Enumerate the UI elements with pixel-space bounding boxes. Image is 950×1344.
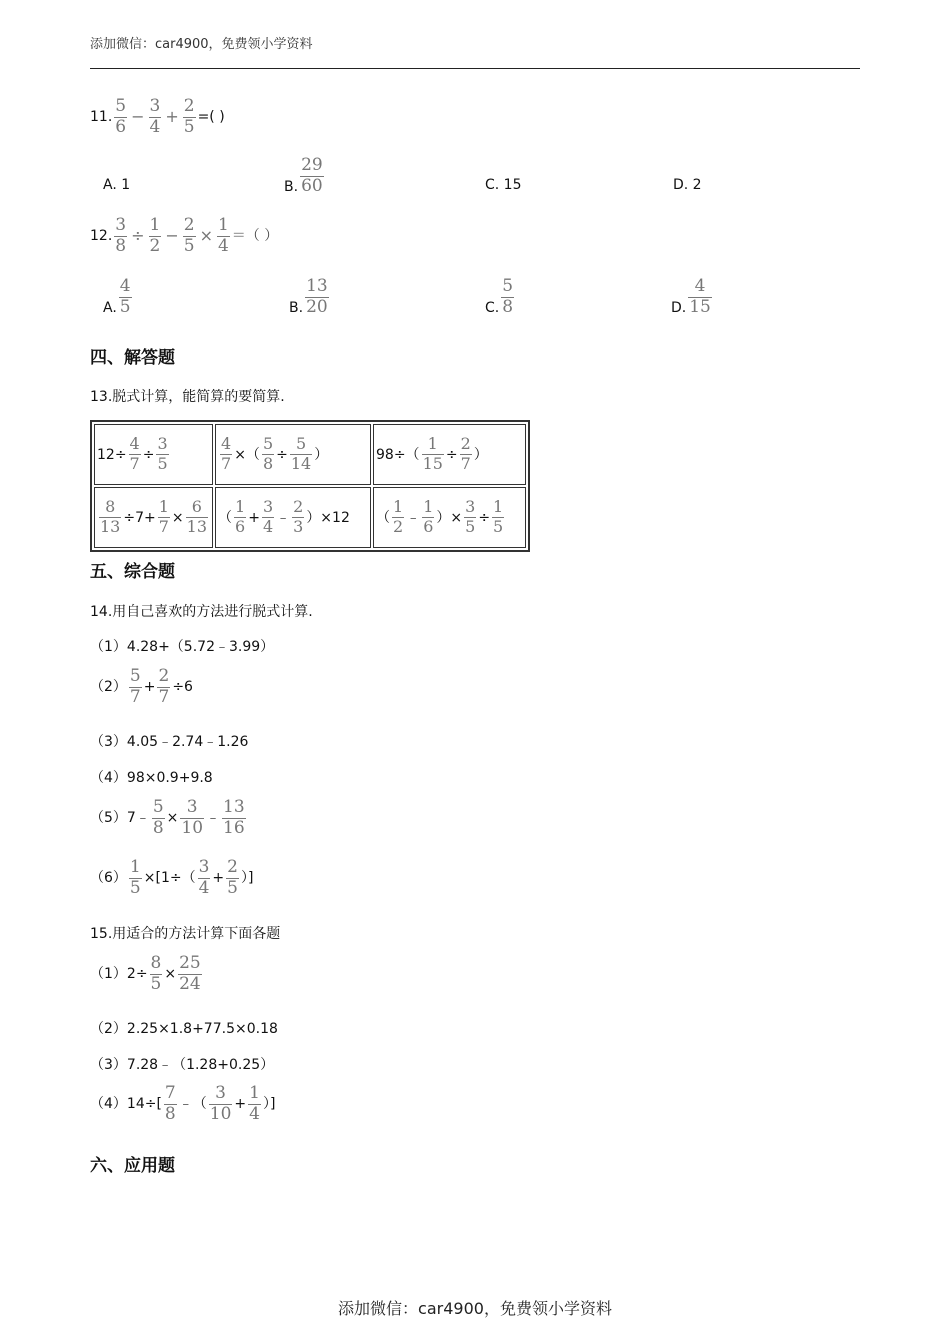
header-rule [90, 68, 860, 69]
question-15-item-4: （4）14÷[ 7 8 ﹣（ 3 10 + 1 4 ）] [90, 1083, 276, 1124]
fraction: 2 5 [183, 215, 195, 256]
answer-blank: ＝（ ） [231, 228, 279, 245]
fraction: 5 6 [115, 96, 127, 137]
calc-cell: 8 13 ÷7+ 1 7 × 6 13 [94, 487, 213, 548]
question-14-item-1: （1）4.28+（5.72﹣3.99） [90, 639, 275, 655]
option-d[interactable]: D. 4 15 [671, 276, 711, 317]
option-a[interactable]: A. 1 [103, 177, 131, 193]
question-15-item-3: （3）7.28﹣（1.28+0.25） [90, 1057, 275, 1073]
question-14-text: 14.用自己喜欢的方法进行脱式计算. [90, 604, 313, 620]
fraction: 29 60 [301, 155, 323, 196]
question-14-item-2: （2） 5 7 + 2 7 ÷6 [90, 666, 193, 707]
question-14-item-6: （6） 1 5 ×[1÷（ 3 4 + 2 5 ）] [90, 857, 254, 898]
option-a[interactable]: A. 4 5 [103, 276, 131, 317]
question-14-item-5: （5）7﹣ 5 8 × 3 10 ﹣ 13 16 [90, 797, 245, 838]
question-12 [90, 217, 278, 256]
page-header: 添加微信：car4900，免费领小学资料 [90, 37, 313, 52]
operator: ÷ [131, 226, 145, 246]
question-15-item-2: （2）2.25×1.8+77.5×0.18 [90, 1021, 278, 1037]
fraction: 4 15 [689, 276, 711, 317]
fraction: 2 5 [183, 96, 195, 137]
question-number: 11. [90, 109, 113, 126]
fraction: 13 20 [306, 276, 328, 317]
question-13-text: 13.脱式计算，能简算的要简算. [90, 389, 285, 405]
calc-cell: 98÷（ 1 15 ÷ 2 7 ） [373, 424, 526, 485]
option-c[interactable]: C. 5 8 [485, 276, 514, 317]
section-heading: 四、解答题 [90, 348, 175, 368]
operator: + [165, 107, 179, 127]
calc-cell: 12÷ 4 7 ÷ 3 5 [94, 424, 213, 485]
fraction: 1 4 [217, 215, 229, 256]
fraction: 5 8 [502, 276, 514, 317]
operator: − [165, 226, 179, 246]
question-15-item-1: （1）2÷ 8 5 × 25 24 [90, 953, 201, 994]
section-heading: 六、应用题 [90, 1156, 175, 1176]
question-14-item-3: （3）4.05﹣2.74﹣1.26 [90, 734, 249, 750]
fraction: 3 8 [115, 215, 127, 256]
question-15-text: 15.用适合的方法计算下面各题 [90, 926, 281, 942]
fraction: 4 5 [119, 276, 131, 317]
page-footer: 添加微信：car4900，免费领小学资料 [338, 1299, 612, 1318]
section-heading: 五、综合题 [90, 562, 175, 582]
question-14-item-4: （4）98×0.9+9.8 [90, 770, 213, 786]
option-c[interactable]: C. 15 [485, 177, 522, 193]
fraction: 3 4 [149, 96, 161, 137]
calc-cell: （ 1 2 ﹣ 1 6 ）× 3 5 ÷ 1 5 [373, 487, 526, 548]
answer-blank: =( ) [197, 109, 225, 126]
calculation-table [90, 420, 530, 552]
question-11 [90, 98, 225, 137]
calc-cell: （ 1 6 + 3 4 ﹣ 2 3 ）×12 [215, 487, 371, 548]
option-d[interactable]: D. 2 [673, 177, 702, 193]
question-number: 12. [90, 228, 113, 245]
calc-cell: 4 7 ×（ 5 8 ÷ 5 14 ） [215, 424, 371, 485]
option-b[interactable]: B. 13 20 [289, 276, 328, 317]
fraction: 1 2 [149, 215, 161, 256]
option-b[interactable]: B. 29 60 [284, 155, 323, 196]
operator: × [199, 226, 213, 246]
operator: − [131, 107, 145, 127]
